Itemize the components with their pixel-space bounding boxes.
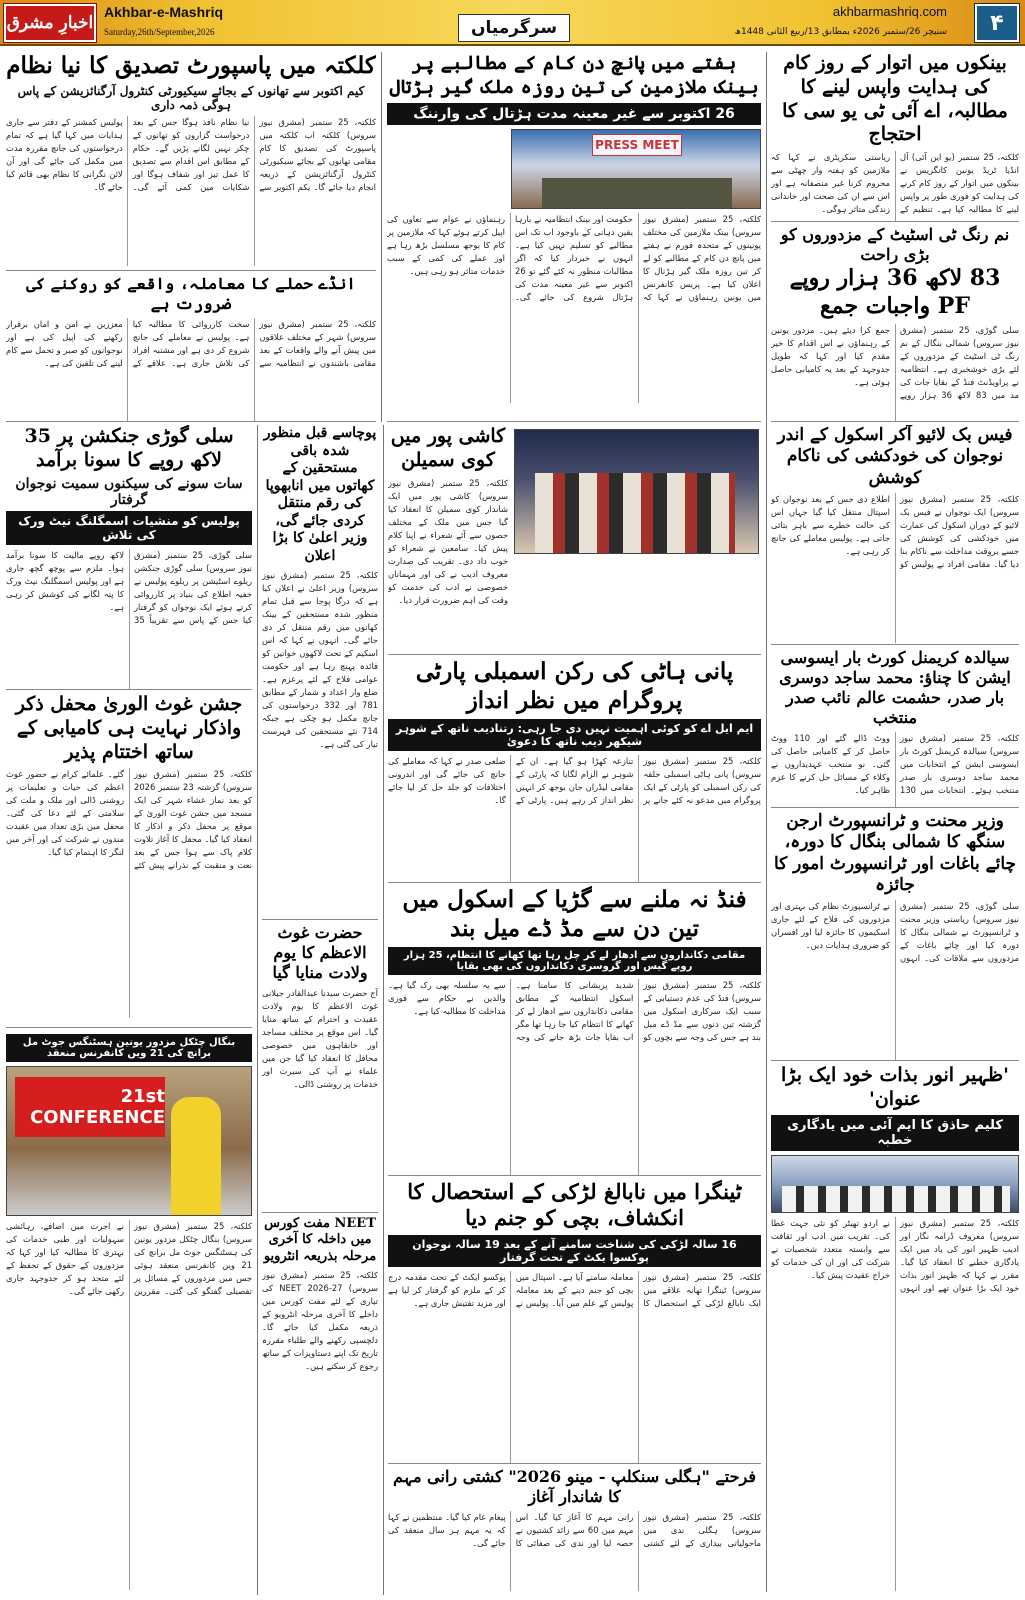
date-english: Saturday,26th/September,2026 <box>104 27 215 37</box>
article-body: کلکتہ، 25 ستمبر (مشرق نیوز سروس) پانی ہاٹی اسمبلی حلقہ کی رکن اسمبلی کو پارٹی کے ایک پروگرام میں مدعو نہ کئے جانے پر تنازعہ کھڑا ہو گیا ہے۔ ان کے شوہر نے الزام لگایا کہ پارٹی کے مقامی لیڈران جان بوجھ کر انہیں نظر انداز کر رہے ہیں۔ پارٹی کے ضلعی صدر نے کہا کہ معاملے کی جانچ کی جائے گی اور اندرونی اختلافات کو جلد حل کر لیا جائے گا۔ <box>388 755 761 805</box>
article-body: سلی گوڑی، 25 ستمبر (مشرق نیوز سروس) ریاستی وزیر محنت و ٹرانسپورٹ نے شمالی بنگال کا دورہ کیا اور چائے باغات کے مزدوروں سے ملاقات کی۔ انہوں نے ٹرانسپورٹ نظام کی بہتری اور مزدوروں کی فلاح کے لئے جاری اسکیموں کا جائزہ لیا اور افسران کو ضروری ہدایات دیں۔ <box>771 901 1019 964</box>
kicker-bar: مقامی دکانداروں سے ادھار لے کر چل رہا تھا کھانے کا انتظام، 25 ہزار روپے گیس اور گروسری دکانداروں کی بھی بقایا <box>388 947 761 975</box>
section-title: سرگرمیاں <box>458 14 570 42</box>
column-divider <box>381 52 382 422</box>
article-body: کلکتہ، 25 ستمبر (مشرق نیوز سروس) NEET 2026-27 کی تیاری کے لئے مفت کورس میں داخلے کا آخری مرحلہ انٹرویو کے ذریعہ مکمل کیا جائے گا۔ دلچسپی رکھنے والے طلباء مقررہ تاریخ تک اپنے دستاویزات کے ساتھ رجوع کر سکتے ہیں۔ <box>262 1269 378 1371</box>
headline: وزیر محنت و ٹرانسپورٹ ارجن سنگھ کا شمالی بنگال کا دورہ، چائے باغات اور ٹرانسپورٹ امور کا جائزہ <box>773 811 1017 895</box>
article-zaheer <box>771 1064 1019 1591</box>
headline: فنڈ نہ ملنے سے گڑیا کے اسکول میں تین دن سے مڈ ڈے میل بند <box>402 886 747 942</box>
article-body: سلی گوڑی، 25 ستمبر (مشرق نیوز سروس) سلی گوڑی جنکشن ریلوے اسٹیشن پر ریلوے پولیس نے خفیہ اطلاع کی بنیاد پر کارروائی کرتے ہوئے ایک نوجوان کو گرفتار کیا جس کے پاس سے تقریباً 35 لاکھ روپے مالیت کا سونا برآمد ہوا۔ ملزم سے پوچھ گچھ جاری ہے اور پولیس اسمگلنگ نیٹ ورک کا پتہ لگانے کی کوشش کر رہی ہے۔ <box>6 549 252 625</box>
headline: سلی گوڑی جنکشن پر 35 لاکھ روپے کا سونا برآمد <box>24 425 234 471</box>
article-jashn <box>6 693 252 1028</box>
brand-name: Akhbar-e-Mashriq <box>104 4 224 20</box>
headline: جشن غوث الوریٰ محفل ذکر واذکار نہایت ہی کامیابی کے ساتھ اختتام پذیر <box>15 693 243 763</box>
article-body: کلکتہ، 25 ستمبر (مشرق نیوز سروس) کلکتہ اب کلکتہ میں پاسپورٹ کی تصدیق کا کام مقامی تھانوں کے بجائے سیکیورٹی کنٹرول آرگنائزیشن کے ذریعہ انجام دیا جائے گا۔ یکم اکتوبر سے نیا نظام نافذ ہوگا جس کے بعد درخواست گزاروں کو تھانوں کے چکر نہیں لگانے پڑیں گے۔ حکام کے مطابق اس اقدام سے تصدیق کا عمل تیز اور شفاف ہوگا اور شکایات میں کمی آئے گی۔ پولیس کمشنر کے دفتر سے جاری ہدایات میں کہا گیا ہے کہ تمام درخواستوں کی جانچ مقررہ مدت میں مکمل کی جائے گی اور آن لائن نگرانی کا نظام بھی قائم کیا جائے گا۔ <box>6 116 376 192</box>
subheadline: سات سونے کی سیکنوں سمیت نوجوان گرفتار <box>15 475 243 508</box>
lecture-photo <box>771 1155 1019 1213</box>
article-aituc <box>771 52 1019 222</box>
article-facebook-live <box>771 425 1019 645</box>
article-minister <box>771 811 1019 1061</box>
article-body: کلکتہ، 25 ستمبر (مشرق نیوز سروس) ٹینگرا تھانہ علاقے میں ایک نابالغ لڑکی کے استحصال کا معاملہ سامنے آیا ہے۔ اسپتال میں بچی کو جنم دینے کے بعد معاملہ پولیس کے علم میں آیا۔ پولیس نے پوکسو ایکٹ کے تحت مقدمہ درج کر کے ملزم کو گرفتار کر لیا ہے اور مزید تفتیش جاری ہے۔ <box>388 1271 761 1308</box>
page-number: ۴ <box>975 4 1019 42</box>
article-body: کلکتہ، 25 ستمبر (مشرق نیوز سروس) وزیر اعلیٰ نے اعلان کیا ہے کہ درگا پوجا سے قبل تمام منظور شدہ مستحقین کے بینک کھاتوں میں رقم منتقل کر دی جائے گی۔ انہوں نے کہا کہ اس اسکیم کے تحت لاکھوں خواتین کو فائدہ پہنچ رہا ہے اور حکومت عوامی فلاح کے لئے پرعزم ہے۔ ضلع وار اعداد و شمار کے مطابق 781 اور 332 درخواستوں کی جانچ مکمل ہو چکی ہے جبکہ 714 نئے مستحقین کی فہرست تیار کی گئی ہے۔ <box>262 570 378 750</box>
article-body: آج حضرت سیدنا عبدالقادر جیلانی غوث الاعظم کا یوم ولادت عقیدت و احترام کے ساتھ منایا گیا۔ اس موقع پر مختلف مساجد اور خانقاہوں میں خصوصی محافل کا انعقاد کیا گیا جن میں علماء نے آپ کی سیرت اور خدمات پر روشنی ڈالی۔ <box>262 988 378 1090</box>
article-tea-pf <box>771 225 1019 422</box>
headline: 'ظہیر انور بذات خود ایک بڑا عنوان' <box>781 1064 1009 1110</box>
headline: ٹینگرا میں نابالغ لڑکی کے استحصال کا انکشاف، بچی کو جنم دیا <box>407 1179 742 1231</box>
article-ghaus <box>262 923 378 1213</box>
column-divider <box>766 52 767 1592</box>
panel-figures <box>782 1186 1010 1212</box>
article-body: کلکتہ، 25 ستمبر (مشرق نیوز سروس) سیالدہ کریمنل کورٹ بار ایسوسی ایشن کے انتخابات میں محمد ساجد دوسری بار صدر منتخب ہوئے۔ انتخابات میں 130 ووٹ ڈالے گئے اور 110 ووٹ حاصل کر کے کامیابی حاصل کی گئی۔ نو منتخب عہدیداروں نے وکلاء کے مسائل حل کرنے کا عزم ظاہر کیا۔ <box>771 733 1019 796</box>
headline: فرحتے "ہگلی سنکلپ - مینو 2026" کشتی رانی مہم کا شاندار آغاز <box>393 1467 756 1506</box>
article-body: کلکتہ، 25 ستمبر (مشرق نیوز سروس) ایک نوجوان نے فیس بک لائیو کے دوران اسکول کی عمارت میں خودکشی کی کوشش کی جسے بروقت مداخلت سے ناکام بنا دیا گیا۔ مقامی افراد نے پولیس کو اطلاع دی جس کے بعد نوجوان کو اسپتال منتقل کیا گیا جہاں اس کی حالت خطرے سے باہر بتائی جاتی ہے۔ پولیس معاملے کی جانچ کر رہی ہے۔ <box>771 493 1019 569</box>
subheadline: 83 لاکھ 36 ہزار روپے PF واجبات جمع <box>789 265 1001 319</box>
headline: بینکوں میں اتوار کے روز کام کی ہدایت واپس لینے کا مطالبہ، اے آئی ٹی یو سی کا احتجاج <box>782 52 1008 146</box>
article-school <box>388 886 761 1176</box>
kicker-bar: 16 سالہ لڑکی کی شناخت سامنے آنے کے بعد 19 سالہ نوجوان پوکسوا یکٹ کے تحت گرفتار <box>388 1235 761 1267</box>
article-neet <box>262 1216 378 1591</box>
article-body: کلکتہ، 25 ستمبر (مشرق نیوز سروس) فنڈ کی عدم دستیابی کے سبب ایک سرکاری اسکول میں گزشتہ تین دنوں سے مڈ ڈے میل بند ہے جس کی وجہ سے بچوں کو شدید پریشانی کا سامنا ہے۔ اسکول انتظامیہ کے مطابق مقامی دکانداروں سے ادھار لے کر کھانے کا انتظام کیا جا رہا تھا مگر اب بقایا جات بڑھ جانے کی وجہ سے یہ سلسلہ بھی رک گیا ہے۔ والدین نے حکام سے فوری مداخلت کا مطالبہ کیا ہے۔ <box>388 979 761 1042</box>
column-divider <box>257 425 258 1595</box>
speakers-table <box>542 178 732 208</box>
article-conference <box>6 1031 252 1591</box>
kicker-bar: کلیم حاذق کا ایم آئی میں یادگاری خطبہ <box>771 1115 1019 1151</box>
article-bank-strike <box>387 52 761 422</box>
headline: فیس بک لائیو آکر اسکول کے اندر نوجوان کی خودکشی کی ناکام کوشش <box>777 425 1013 488</box>
article-body: سلی گوڑی، 25 ستمبر (مشرق نیوز سروس) شمالی بنگال کے نم رنگ ٹی اسٹیٹ کے مزدوروں کے لئے بڑی خوشخبری ہے۔ انتظامیہ نے پراویڈنٹ فنڈ کے بقایا جات کی مد میں 83 لاکھ 36 ہزار روپے جمع کرا دیئے ہیں۔ مزدور یونین کے رہنماؤں نے اس اقدام کا خیر مقدم کیا اور کہا کہ طویل جدوجہد کے بعد یہ کامیابی حاصل ہوئی ہے۔ <box>771 325 1019 401</box>
group-figures <box>535 473 735 553</box>
headline: نم رنگ ٹی اسٹیٹ کے مزدوروں کو بڑی راحت <box>780 225 1010 264</box>
date-urdu: سنیچر 26/ستمبر 2026ء بمطابق 13/ربیع الثانی 1448ھ <box>734 27 947 37</box>
article-bar-association <box>771 648 1019 808</box>
kicker-bar: 26 اکتوبر سے غیر معینہ مدت ہڑتال کی وارننگ <box>387 103 761 125</box>
banner-text: PRESS MEET <box>592 134 682 156</box>
column-divider <box>383 425 384 1595</box>
conference-banner: 21st CONFERENCE <box>15 1077 165 1137</box>
article-kashipur <box>388 425 761 655</box>
headline: پانی ہاٹی کی رکن اسمبلی پارٹی پروگرام میں نظر انداز <box>415 658 734 714</box>
kicker-bar: بنگال چٹکل مزدور یونین ہسٹنگس جوٹ مل برانچ کی 21 ویں کانفرنس منعقد <box>6 1034 252 1062</box>
article-body: کلکتہ، 25 ستمبر (مشرق نیوز سروس) گزشتہ 23 ستمبر 2026 کو بعد نماز عشاء شہر کی ایک مسجد میں جشن غوث الوریٰ کے موقع پر محفل ذکر و اذکار کا انعقاد کیا گیا۔ محفل کا آغاز تلاوت کلام پاک سے ہوا جس کے بعد نعت و منقبت کے نذرانے پیش کئے گئے۔ علمائے کرام نے حضور غوث اعظم کی حیات و تعلیمات پر روشنی ڈالی اور ملک و ملت کی سلامتی کے لئے دعا کی گئی۔ محفل میں بڑی تعداد میں عقیدت مندوں نے شرکت کی اور آخر میں لنگر کا اہتمام کیا گیا۔ <box>6 769 252 871</box>
article-body: کلکتہ، 25 ستمبر (مشرق نیوز سروس) بینک ملازمین کی مختلف یونینوں کے متحدہ فورم نے ہفتے میں پانچ دن کام کے مطالبے کو لے کر تین روزہ ملک گیر ہڑتال کا اعلان کیا ہے۔ پریس کانفرنس میں یونین رہنماؤں نے کہا کہ حکومت اور بینک انتظامیہ نے بارہا یقین دہانی کے باوجود اب تک اس مطالبے کو تسلیم نہیں کیا ہے۔ انہوں نے خبردار کیا کہ اگر مطالبات منظور نہ کئے گئے تو 26 اکتوبر سے غیر معینہ مدت کی ہڑتال شروع کی جائے گی۔ رہنماؤں نے عوام سے تعاون کی اپیل کرتے ہوئے کہا کہ ملازمین پر کام کا بوجھ مسلسل بڑھ رہا ہے اور عملے کی کمی کے سبب خدمات متاثر ہو رہی ہیں۔ <box>387 213 761 302</box>
newspaper-logo: اخبارِ مشرق <box>4 4 96 42</box>
article-passport <box>6 52 376 422</box>
headline: پوچاسے قبل منظور شدہ باقی مستحقین کے کھاتوں میں انابھوپا کی رقم منتقل کردی جائے گی، وزیر اعلیٰ کا بڑا اعلان <box>263 425 377 564</box>
website-link[interactable]: akhbarmashriq.com <box>832 4 947 19</box>
headline: ہفتے میں پانچ دن کام کے مطالبے پر بینک ملازمین کی تین روزہ ملک گیر ہڑتال <box>389 52 759 98</box>
kicker-bar: ایم ایل اے کو کوئی اہمیت نہیں دی جا رہی: رتنادیب ناتھ کے شوہر شیکھر دیب ناتھ کا دعویٰ <box>388 719 761 751</box>
article-body: کلکتہ، 25 ستمبر (مشرق نیوز سروس) معروف ڈرامہ نگار اور ادیب ظہیر انور کی یاد میں ایک یادگاری خطبے کا انعقاد کیا گیا۔ مقرر نے کہا کہ ظہیر انور بذات خود ایک بڑا عنوان تھے اور انہوں نے اردو تھیٹر کو نئی جہت عطا کی۔ تقریب میں ادب اور ثقافت سے وابستہ متعدد شخصیات نے شرکت کی اور ان کی خدمات کو خراج عقیدت پیش کیا۔ <box>771 1217 1019 1293</box>
subheadline: کیم اکتوبر سے تھانوں کے بجائے سیکیورٹی کنٹرول آرگنائزیشن کے پاس ہوگی ذمہ داری <box>17 83 365 112</box>
headline: کاشی پور میں کوی سمیلن <box>390 425 506 471</box>
conference-photo <box>6 1066 252 1216</box>
headline: NEET مفت کورس میں داخلہ کا آخری مرحلہ بذریعہ انٹرویو <box>263 1216 377 1264</box>
headline: انڈے حملے کا معاملہ، واقعے کو روکنے کی ضرورت ہے <box>6 270 376 314</box>
article-body: کلکتہ، 25 ستمبر (مشرق نیوز سروس) بنگال چٹکل مزدور یونین کی ہسٹنگس جوٹ مل برانچ کی 21 ویں کانفرنس منعقد ہوئی جس میں مزدوروں کے مسائل پر تفصیلی گفتگو کی گئی۔ مقررین نے اجرت میں اضافے، رہائشی سہولیات اور طبی خدمات کی بہتری کا مطالبہ کیا اور کہا کہ مزدوروں کے حقوق کے تحفظ کے لئے متحد ہو کر جدوجہد جاری رکھی جائے گی۔ <box>6 1221 252 1297</box>
article-body: کلکتہ، 25 ستمبر (مشرق نیوز سروس) شہر کے مختلف علاقوں میں پیش آنے والے واقعات کے بعد مقامی باشندوں نے انتظامیہ سے سخت کارروائی کا مطالبہ کیا ہے۔ پولیس نے معاملے کی جانچ شروع کر دی ہے اور مشتبہ افراد کی تلاش جاری ہے۔ علاقے کے معززین نے امن و امان برقرار رکھنے کی اپیل کی ہے اور نوجوانوں کو صبر و تحمل سے کام لینے کی تلقین کی ہے۔ <box>6 318 376 368</box>
headline: سیالدہ کریمنل کورٹ بار ایسوسی ایشن کا چناؤ: محمد ساجد دوسری بار صدر، حشمت عالم نائب صدر منتخب <box>779 648 1011 727</box>
article-body: کلکتہ، 25 ستمبر (مشرق نیوز سروس) کاشی پور میں ایک شاندار کوی سمیلن کا انعقاد کیا گیا جس میں ملک کے مختلف حصوں سے آئے شعراء نے اپنا کلام پیش کیا۔ سامعین نے شعراء کو خوب داد دی۔ تقریب کی صدارت معروف ادیب نے کی اور مہمانان خصوصی نے ادب کی خدمت کو وقت کی اہم ضرورت قرار دیا۔ <box>388 477 509 605</box>
article-merit <box>262 425 378 920</box>
headline: کلکتہ میں پاسپورٹ تصدیق کا نیا نظام <box>6 52 376 79</box>
headline: حضرت غوث الاعظم کا یوم ولادت منایا گیا <box>272 923 368 982</box>
kavi-sammelan-photo <box>514 429 759 554</box>
article-gold <box>6 425 252 690</box>
masthead <box>0 0 1025 46</box>
press-meet-photo <box>511 129 761 209</box>
article-farhat <box>388 1467 761 1591</box>
article-body: کلکتہ، 25 ستمبر (مشرق نیوز سروس) ہگلی ندی میں ماحولیاتی بیداری کے لئے کشتی رانی مہم کا آغاز کیا گیا۔ اس مہم میں 60 سے زائد کشتیوں نے حصہ لیا اور ندی کی صفائی کا پیغام عام کیا گیا۔ منتظمین نے کہا کہ یہ مہم ہر سال منعقد کی جائے گی۔ <box>388 1512 761 1549</box>
article-tengra <box>388 1179 761 1464</box>
article-panihati <box>388 658 761 883</box>
speaker-figure <box>171 1097 221 1216</box>
kicker-bar: پولیس کو منشیات اسمگلنگ نیٹ ورک کی تلاش <box>6 511 252 545</box>
article-body: کلکتہ، 25 ستمبر (یو این آئی) آل انڈیا ٹریڈ یونین کانگریس نے بینکوں میں اتوار کے روز کام کرنے کی ہدایت کو فوری طور پر واپس لینے کا مطالبہ کیا ہے۔ تنظیم کے ریاستی سکریٹری نے کہا کہ ملازمین کو ہفتہ وار چھٹی سے محروم کرنا غیر منصفانہ ہے اور اس سے ان کی صحت اور خاندانی زندگی متاثر ہوگی۔ <box>771 152 1019 215</box>
